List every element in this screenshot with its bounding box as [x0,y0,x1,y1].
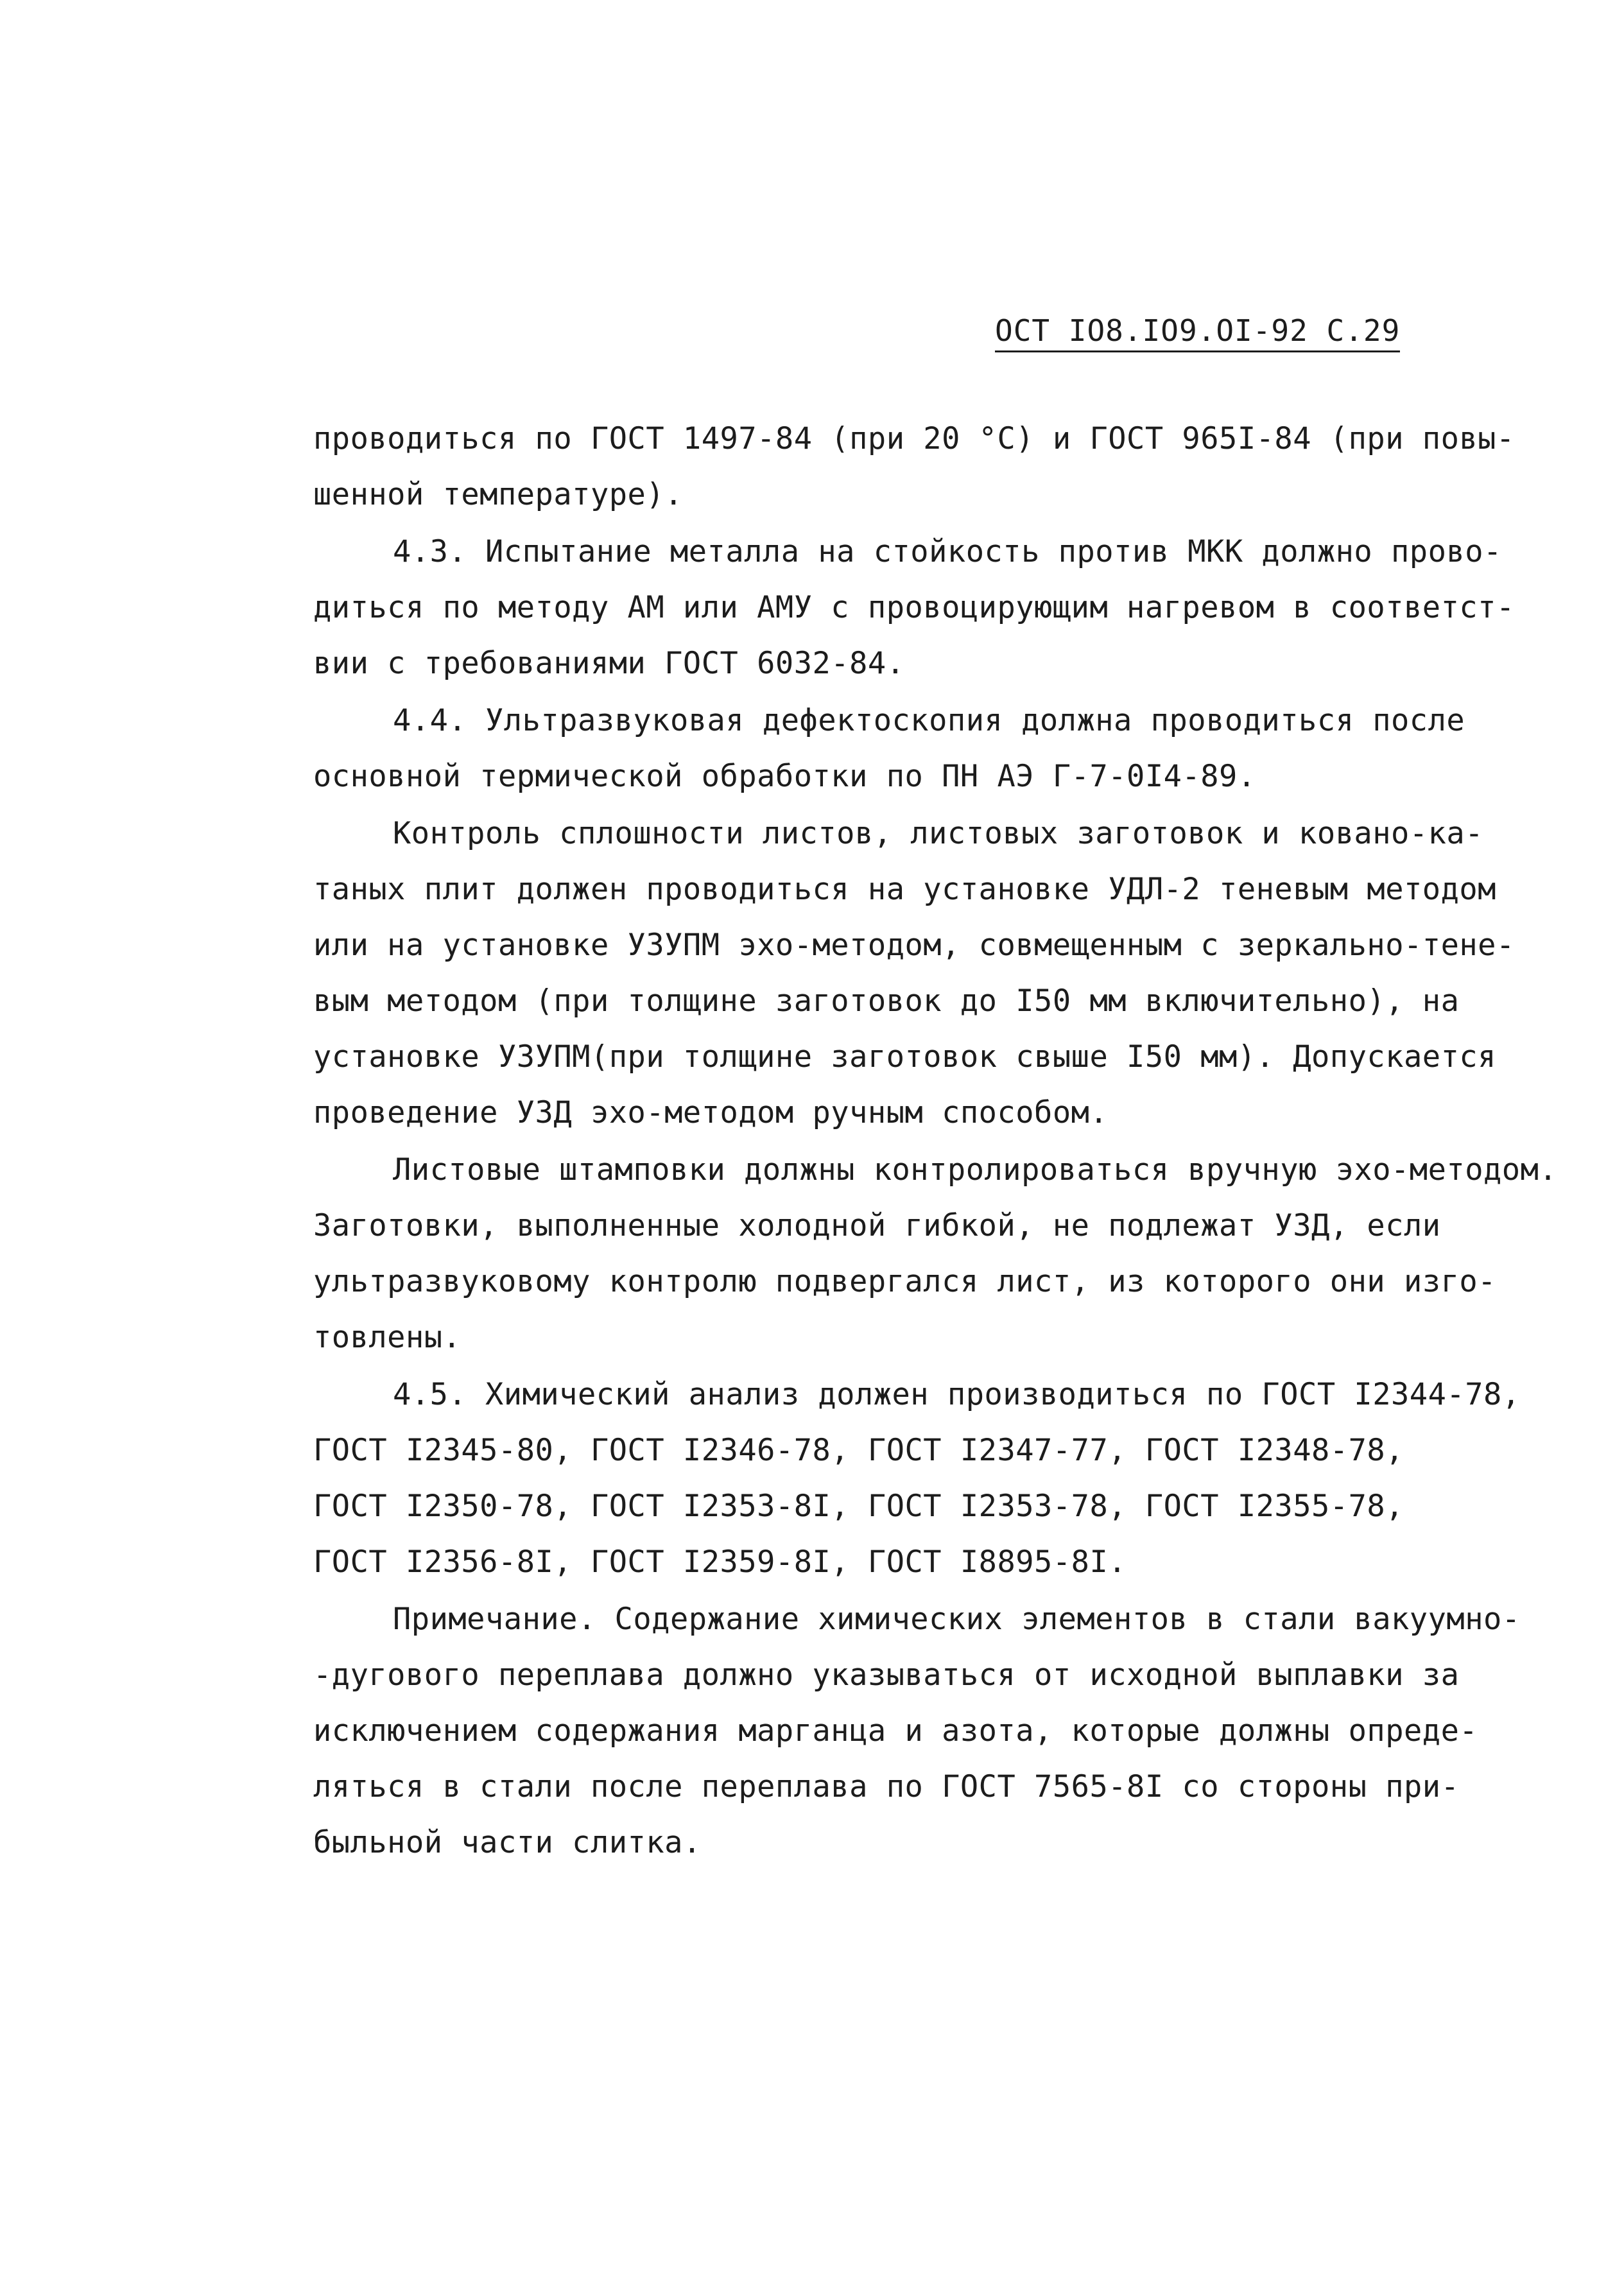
text-line: установке УЗУПМ(при толщине заготовок свыше I50 мм). Допускается [313,1039,1496,1075]
text-line: шенной температуре). [313,477,683,512]
text-line: быльной части слитка. [313,1825,702,1860]
document-header: ОСТ IO8.IO9.OI-92 С.29 [995,313,1400,352]
text-line: 4.5. Химический анализ должен производиться по ГОСТ I2344-78, [393,1377,1521,1412]
text-line: Листовые штамповки должны контролироваться вручную эхо-методом. [393,1152,1558,1188]
text-line: или на установке УЗУПМ эхо-методом, совмещенным с зеркально-тене- [313,928,1515,963]
text-line: вым методом (при толщине заготовок до I50 мм включительно), на [313,983,1460,1019]
text-line: проводиться по ГОСТ 1497-84 (при 20 °С) и ГОСТ 965I-84 (при повы- [313,421,1515,456]
text-line: ГОСТ I2345-80, ГОСТ I2346-78, ГОСТ I2347-77, ГОСТ I2348-78, [313,1433,1404,1468]
text-line: диться по методу АМ или АМУ с провоцирующим нагревом в соответст- [313,590,1515,625]
text-line: проведение УЗД эхо-методом ручным способом. [313,1095,1109,1130]
text-line: 4.3. Испытание металла на стойкость против МКК должно прово- [393,534,1502,569]
text-line: Примечание. Содержание химических элементов в стали вакуумно- [393,1602,1521,1637]
text-line: таных плит должен проводиться на установке УДЛ-2 теневым методом [313,872,1496,907]
text-line: 4.4. Ультразвуковая дефектоскопия должна проводиться после [393,703,1465,738]
text-line: исключением содержания марганца и азота, которые должны опреде- [313,1713,1478,1749]
text-line: Контроль сплошности листов, листовых заготовок и ковано-ка- [393,816,1483,851]
text-line: товлены. [313,1320,462,1355]
text-line: ГОСТ I2350-78, ГОСТ I2353-8I, ГОСТ I2353-78, ГОСТ I2355-78, [313,1489,1404,1524]
text-line: -дугового переплава должно указываться от исходной выплавки за [313,1657,1460,1693]
text-line: вии с требованиями ГОСТ 6032-84. [313,646,905,681]
text-line: ГОСТ I2356-8I, ГОСТ I2359-8I, ГОСТ I8895-8I. [313,1544,1127,1580]
text-line: ляться в стали после переплава по ГОСТ 7565-8I со стороны при- [313,1769,1460,1804]
text-line: ультразвуковому контролю подвергался лист, из которого они изго- [313,1264,1496,1299]
document-body [313,411,1558,1871]
text-line: Заготовки, выполненные холодной гибкой, не подлежат УЗД, если [313,1208,1441,1243]
text-line: основной термической обработки по ПН АЭ Г-7-0I4-89. [313,759,1256,794]
